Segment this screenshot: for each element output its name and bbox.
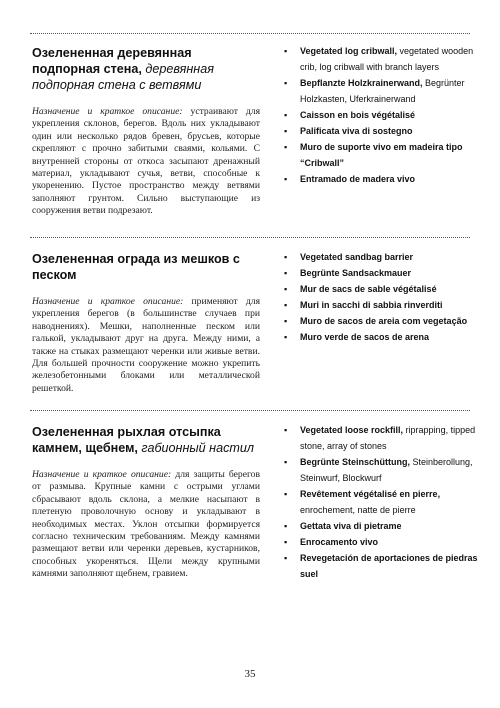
term-bold: Palificata viva di sostegno	[300, 126, 413, 136]
term-item	[284, 265, 480, 281]
term-item	[284, 486, 480, 518]
section-3-term-list	[284, 422, 480, 582]
term-item	[284, 518, 480, 534]
term-bold: Revegetación de aportaciones de piedras suel	[300, 553, 478, 579]
term-bold: Muro verde de sacos de arena	[300, 332, 430, 342]
section-2-left	[32, 251, 260, 395]
term-item	[284, 313, 480, 329]
section-1-title-main: Озелененная деревянная подпорная стена,	[32, 46, 192, 76]
term-item	[284, 297, 480, 313]
section-2-desc-text: применяют для укрепления берегов (в большинстве случаев при наводнениях). Мешки, наполненные песком или галькой, укладывают друг на друга. Между ними, а также на стыках размещают черенки или живые ветви. Для большей прочности сооружение можно укрепить железобетонными блоками или металлической решеткой.	[32, 296, 261, 394]
section-1-description	[32, 106, 260, 218]
bullet-icon: ▪	[284, 78, 288, 88]
section-2-title-main: Озелененная ограда из мешков с песком	[32, 252, 240, 282]
term-bold: Begrünte Sandsackmauer	[300, 268, 412, 278]
term-bold: Muro de suporte vivo em madeira tipo “Cribwall”	[300, 142, 463, 168]
bullet-icon: ▪	[284, 332, 288, 342]
section-1-term-list	[284, 43, 480, 187]
term-bold: Enrocamento vivo	[300, 537, 379, 547]
section-3-title	[32, 424, 260, 456]
section-2-terms	[284, 249, 480, 345]
term-rest: vegetated wooden crib, log cribwall with branch layers	[300, 46, 474, 72]
term-item	[284, 534, 480, 550]
term-rest: Begrünter Holzkasten, Uferkrainerwand	[300, 78, 465, 104]
term-bold: Mur de sacs de sable végétalisé	[300, 284, 437, 294]
section-3-desc-label: Назначение и краткое описание:	[32, 469, 172, 480]
term-bold: Vegetated loose rockfill,	[300, 425, 404, 435]
section-3-description	[32, 469, 260, 581]
term-bold: Entramado de madera vivo	[300, 174, 416, 184]
bullet-icon: ▪	[284, 425, 288, 435]
term-bold: Caisson en bois végétalisé	[300, 110, 416, 120]
section-1-desc-label: Назначение и краткое описание:	[32, 106, 183, 117]
term-bold: Bepflanzte Holzkrainerwand,	[300, 78, 423, 88]
term-rest: enrochement, natte de pierre	[300, 505, 416, 515]
bullet-icon: ▪	[284, 252, 288, 262]
section-2-term-list	[284, 249, 480, 345]
bullet-icon: ▪	[284, 489, 288, 499]
bullet-icon: ▪	[284, 110, 288, 120]
section-1-desc-text: устраивают для укрепления склонов, берегов. Вдоль них укладывают один или несколько рядов бревен, брусьев, которые скрепляют с прочно забитыми сваями, кольями. С внутренней стороны от откоса засыпают дренажный материал, укладывают сучья, ветви, способные к укоренению. Пустое пространство между ветвями заполняют грунтом. Сильно выступающие из сооружения ветви подрезают.	[32, 106, 261, 217]
section-3-terms	[284, 422, 480, 582]
section-divider	[30, 410, 470, 411]
term-bold: Muro de sacos de areia com vegetação	[300, 316, 468, 326]
bullet-icon: ▪	[284, 46, 288, 56]
term-item	[284, 454, 480, 486]
section-1-title	[32, 45, 260, 93]
term-item	[284, 281, 480, 297]
section-1-title-italic: деревянная подпорная стена с ветвями	[32, 62, 214, 92]
section-3-title-italic: габионный настил	[141, 441, 255, 455]
page-number: 35	[244, 668, 256, 680]
bullet-icon: ▪	[284, 142, 288, 152]
bullet-icon: ▪	[284, 268, 288, 278]
section-1-left	[32, 45, 260, 218]
term-item	[284, 123, 480, 139]
bullet-icon: ▪	[284, 300, 288, 310]
section-divider-top	[30, 33, 470, 34]
term-item	[284, 329, 480, 345]
term-item	[284, 43, 480, 75]
term-bold: Gettata viva di pietrame	[300, 521, 402, 531]
term-rest: Steinberollung, Steinwurf, Blockwurf	[300, 457, 473, 483]
term-bold: Vegetated sandbag barrier	[300, 252, 414, 262]
term-item	[284, 75, 480, 107]
section-3-left	[32, 424, 260, 581]
bullet-icon: ▪	[284, 126, 288, 136]
term-bold: Vegetated log cribwall,	[300, 46, 398, 56]
term-item	[284, 107, 480, 123]
section-3-title-main: Озелененная рыхлая отсыпка камнем, щебнем,	[32, 425, 221, 455]
term-bold: Revêtement végétalisé en pierre,	[300, 489, 441, 499]
bullet-icon: ▪	[284, 174, 288, 184]
term-item	[284, 550, 480, 582]
section-3-desc-text: для защиты берегов от размыва. Крупные камни с острыми углами сбрасывают вдоль склона, а мелкие насыпают в плетеную проволочную основу и укладывают в необходимых местах. Уклон отсыпки формируется согласно техническим требованиям. Между камнями размещают ветви или черенки деревьев, кустарников, способных укореняться. Щели между крупными камнями заполняют щебнем, гравием.	[32, 469, 260, 580]
bullet-icon: ▪	[284, 457, 288, 467]
bullet-icon: ▪	[284, 316, 288, 326]
bullet-icon: ▪	[284, 553, 288, 563]
section-1-terms	[284, 43, 480, 187]
section-2-desc-label: Назначение и краткое описание:	[32, 296, 184, 307]
term-item	[284, 139, 480, 171]
term-item	[284, 422, 480, 454]
bullet-icon: ▪	[284, 537, 288, 547]
term-bold: Muri in sacchi di sabbia rinverditi	[300, 300, 443, 310]
section-2-description	[32, 296, 260, 395]
term-item	[284, 249, 480, 265]
term-bold: Begrünte Steinschüttung,	[300, 457, 410, 467]
term-item	[284, 171, 480, 187]
bullet-icon: ▪	[284, 284, 288, 294]
term-rest: riprapping, tipped stone, array of stones	[300, 425, 476, 451]
section-divider	[30, 237, 470, 238]
bullet-icon: ▪	[284, 521, 288, 531]
section-2-title	[32, 251, 260, 283]
